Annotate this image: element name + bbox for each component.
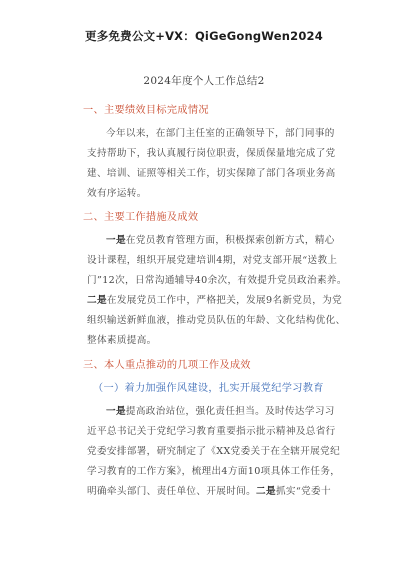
section-heading-2: 二、主要工作措施及成效 [83, 212, 199, 223]
paragraph-line: 党委安排部署，研究制定了《XX党委关于在全辖开展党纪 [87, 446, 341, 457]
emphasis-lead: 二是 [87, 295, 107, 306]
paragraph-line [106, 232, 335, 246]
paragraph-line: 今年以来，在部门主任室的正确领导下，部门同事的 [106, 128, 335, 139]
line-text: 明确牵头部门、责任单位、开展时间。 [87, 486, 257, 497]
paragraph-line [106, 403, 335, 417]
paragraph-line: 整体素质提高。 [87, 335, 157, 346]
document-title: 2024年度个人工作总结2 [143, 75, 265, 87]
line-text: 在发展党员工作中，严格把关，发展9名新党员，为党 [106, 295, 343, 306]
line-text: 在党员教育管理方面，积极探索创新方式，精心 [125, 235, 335, 246]
promo-banner: 更多免费公文+VX：QiGeGongWen2024 [85, 29, 323, 43]
paragraph-line [87, 292, 342, 306]
paragraph-line: 组织输送新鲜血液，推动党员队伍的年龄、文化结构优化、 [87, 315, 346, 326]
line-text: 抓实“党委十 [275, 486, 331, 497]
paragraph-line: 设计课程，组织开展党建培训4期，对党支部开展“送教上 [87, 255, 338, 266]
paragraph-line [87, 483, 331, 497]
emphasis-lead: 一是 [106, 406, 126, 417]
paragraph-line: 学习教育的工作方案》，梳理出4方面10项具体工作任务， [87, 466, 341, 477]
paragraph-line: 近平总书记关于党纪学习教育重要指示批示精神及总省行 [87, 426, 336, 437]
emphasis-lead: 一是 [106, 235, 126, 246]
subsection-heading: （一）着力加强作风建设，扎实开展党纪学习教育 [93, 383, 324, 394]
paragraph-line: 门”12次，日常沟通辅导40余次，有效提升党员政治素养。 [87, 275, 347, 286]
section-heading-3: 三、本人重点推动的几项工作及成效 [83, 360, 251, 371]
emphasis-lead: 二是 [256, 486, 276, 497]
line-text: 提高政治站位，强化责任担当。及时传达学习习 [125, 406, 335, 417]
paragraph-line: 建、培训、证照等相关工作，切实保障了部门各项业务高 [87, 168, 336, 179]
section-heading-1: 一、主要绩效目标完成情况 [83, 105, 209, 116]
paragraph-line: 支持帮助下，我认真履行岗位职责，保质保量地完成了党 [87, 148, 336, 159]
paragraph-line: 效有序运转。 [87, 188, 147, 199]
